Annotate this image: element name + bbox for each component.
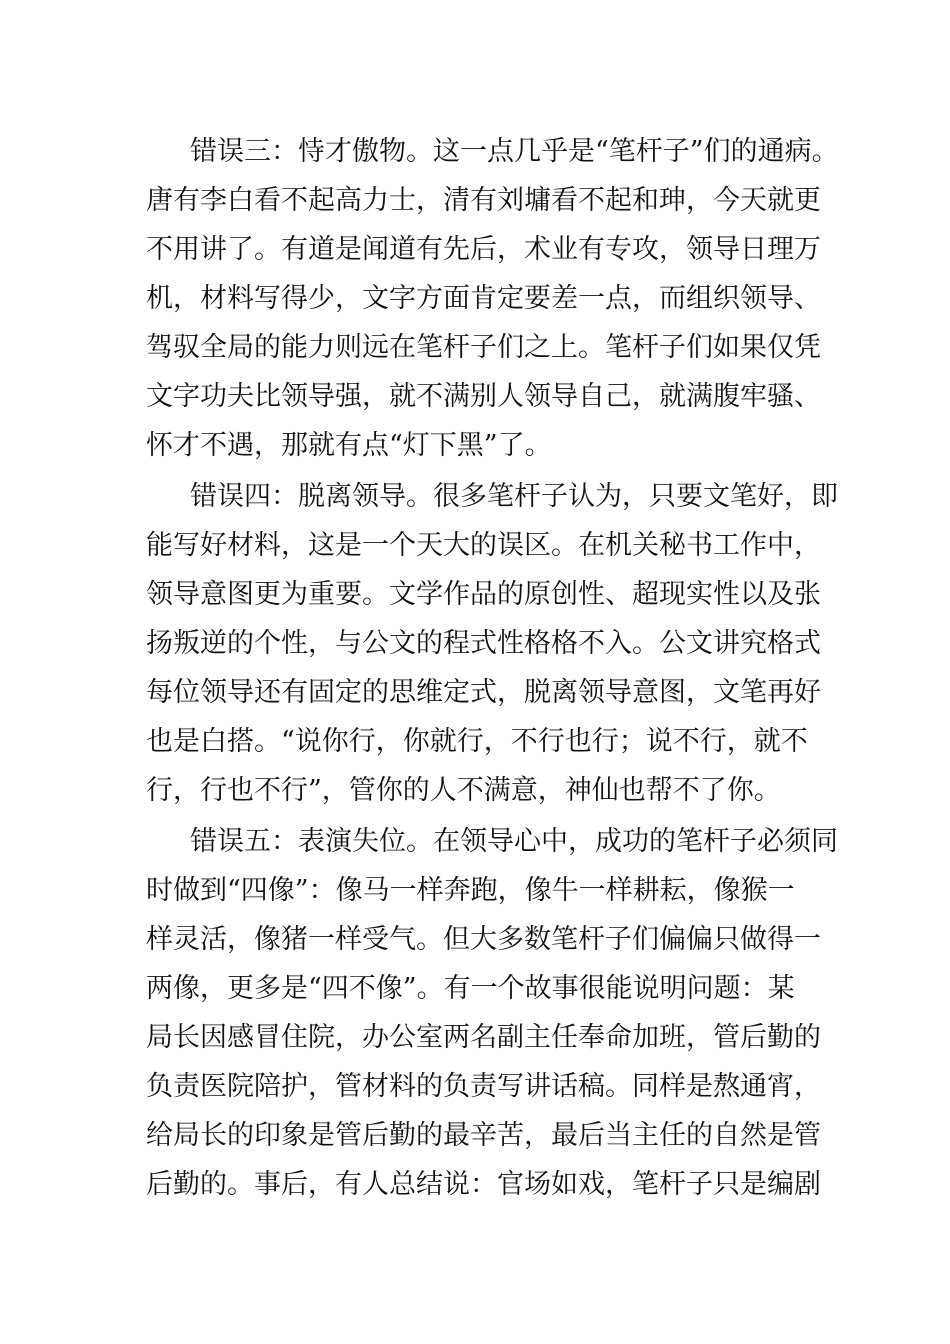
paragraph-1-line-2: 唐有李白看不起高力士，清有刘墉看不起和珅，今天就更 <box>146 185 821 216</box>
paragraph-3-line-5: 局长因感冒住院，办公室两名副主任奉命加班，管后勤的 <box>146 1022 821 1053</box>
paragraph-2-line-1: 错误四：脱离领导。很多笔杆子认为，只要文笔好，即 <box>190 481 838 512</box>
paragraph-1-line-1: 错误三：恃才傲物。这一点几乎是“笔杆子”们的通病。 <box>190 136 839 167</box>
paragraph-3-line-7: 给局长的印象是管后勤的最辛苦，最后当主任的自然是管 <box>146 1120 821 1151</box>
paragraph-2-line-6: 也是白搭。“说你行，你就行，不行也行；说不行，就不 <box>146 726 808 757</box>
paragraph-2-line-3: 领导意图更为重要。文学作品的原创性、超现实性以及张 <box>146 579 821 610</box>
paragraph-1-line-5: 驾驭全局的能力则远在笔杆子们之上。笔杆子们如果仅凭 <box>146 332 821 363</box>
paragraph-3-line-8: 后勤的。事后，有人总结说：官场如戏，笔杆子只是编剧 <box>146 1169 821 1200</box>
paragraph-2-line-4: 扬叛逆的个性，与公文的程式性格格不入。公文讲究格式 <box>146 628 821 659</box>
paragraph-2-line-5: 每位领导还有固定的思维定式，脱离领导意图，文笔再好 <box>146 677 821 708</box>
paragraph-1-line-6: 文字功夫比领导强，就不满别人领导自己，就满腹牢骚、 <box>146 381 821 412</box>
paragraph-3-line-1: 错误五：表演失位。在领导心中，成功的笔杆子必须同 <box>190 826 838 857</box>
paragraph-3-line-2: 时做到“四像”：像马一样奔跑，像牛一样耕耘，像猴一 <box>146 875 795 906</box>
paragraph-1-line-3: 不用讲了。有道是闻道有先后，术业有专攻，领导日理万 <box>146 234 821 265</box>
paragraph-1-line-4: 机，材料写得少，文字方面肯定要差一点，而组织领导、 <box>146 283 821 314</box>
paragraph-2-line-7: 行，行也不行”，管你的人不满意，神仙也帮不了你。 <box>146 775 781 806</box>
paragraph-3-line-3: 样灵活，像猪一样受气。但大多数笔杆子们偏偏只做得一 <box>146 924 821 955</box>
paragraph-1-line-7: 怀才不遇，那就有点“灯下黑”了。 <box>146 430 552 461</box>
paragraph-3-line-6: 负责医院陪护，管材料的负责写讲话稿。同样是熬通宵， <box>146 1071 821 1102</box>
paragraph-3-line-4: 两像，更多是“四不像”。有一个故事很能说明问题：某 <box>146 973 795 1004</box>
paragraph-2-line-2: 能写好材料，这是一个天大的误区。在机关秘书工作中， <box>146 530 821 561</box>
